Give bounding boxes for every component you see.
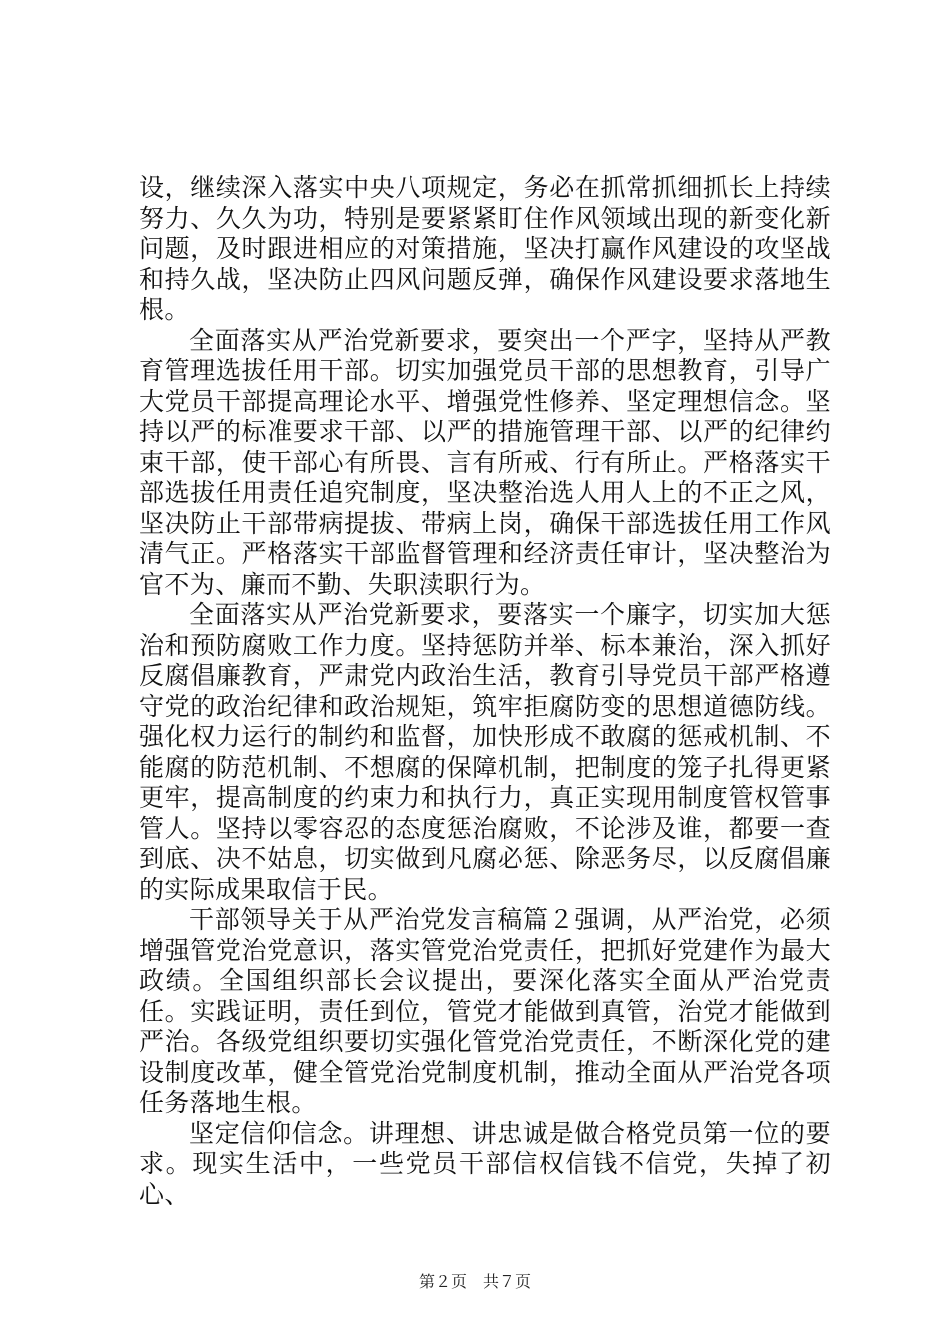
- paragraph-faith: 坚定信仰信念。讲理想、讲忠诚是做合格党员第一位的要求。现实生活中，一些党员干部信权信钱不信党，失掉了初心、: [139, 1118, 831, 1209]
- paragraph-responsibility: 干部领导关于从严治党发言稿篇２强调，从严治党，必须增强管党治党意识，落实管党治党责任，把抓好党建作为最大政绩。全国组织部长会议提出，要深化落实全面从严治党责任。实践证明，责任到位，管党才能做到真管，治党才能做到严治。各级党组织要切实强化管党治党责任，不断深化党的建设制度改革，健全管党治党制度机制，推动全面从严治党各项任务落地生根。: [139, 905, 831, 1117]
- paragraph-continuation: 设，继续深入落实中央八项规定，务必在抓常抓细抓长上持续努力、久久为功，特别是要紧紧盯住作风领域出现的新变化新问题，及时跟进相应的对策措施，坚决打赢作风建设的攻坚战和持久战，坚决防止四风问题反弹，确保作风建设要求落地生根。: [139, 173, 831, 324]
- paragraph-integrity: 全面落实从严治党新要求，要落实一个廉字，切实加大惩治和预防腐败工作力度。坚持惩防并举、标本兼治，深入抓好反腐倡廉教育，严肃党内政治生活，教育引导党员干部严格遵守党的政治纪律和政治规矩，筑牢拒腐防变的思想道德防线。强化权力运行的制约和监督，加快形成不敢腐的惩戒机制、不能腐的防范机制、不想腐的保障机制，把制度的笼子扎得更紧更牢，提高制度的约束力和执行力，真正实现用制度管权管事管人。坚持以零容忍的态度惩治腐败，不论涉及谁，都要一查到底、决不姑息，切实做到凡腐必惩、除恶务尽，以反腐倡廉的实际成果取信于民。: [139, 600, 831, 904]
- document-body: [139, 173, 831, 1210]
- paragraph-strict: 全面落实从严治党新要求，要突出一个严字，坚持从严教育管理选拔任用干部。切实加强党员干部的思想教育，引导广大党员干部提高理论水平、增强党性修养、坚定理想信念。坚持以严的标准要求干部、以严的措施管理干部、以严的纪律约束干部，使干部心有所畏、言有所戒、行有所止。严格落实干部选拔任用责任追究制度，坚决整治选人用人上的不正之风，坚决防止干部带病提拔、带病上岗，确保干部选拔任用工作风清气正。严格落实干部监督管理和经济责任审计，坚决整治为官不为、廉而不勤、失职渎职行为。: [139, 325, 831, 599]
- page-number-footer: 第２页 共７页: [418, 1272, 531, 1291]
